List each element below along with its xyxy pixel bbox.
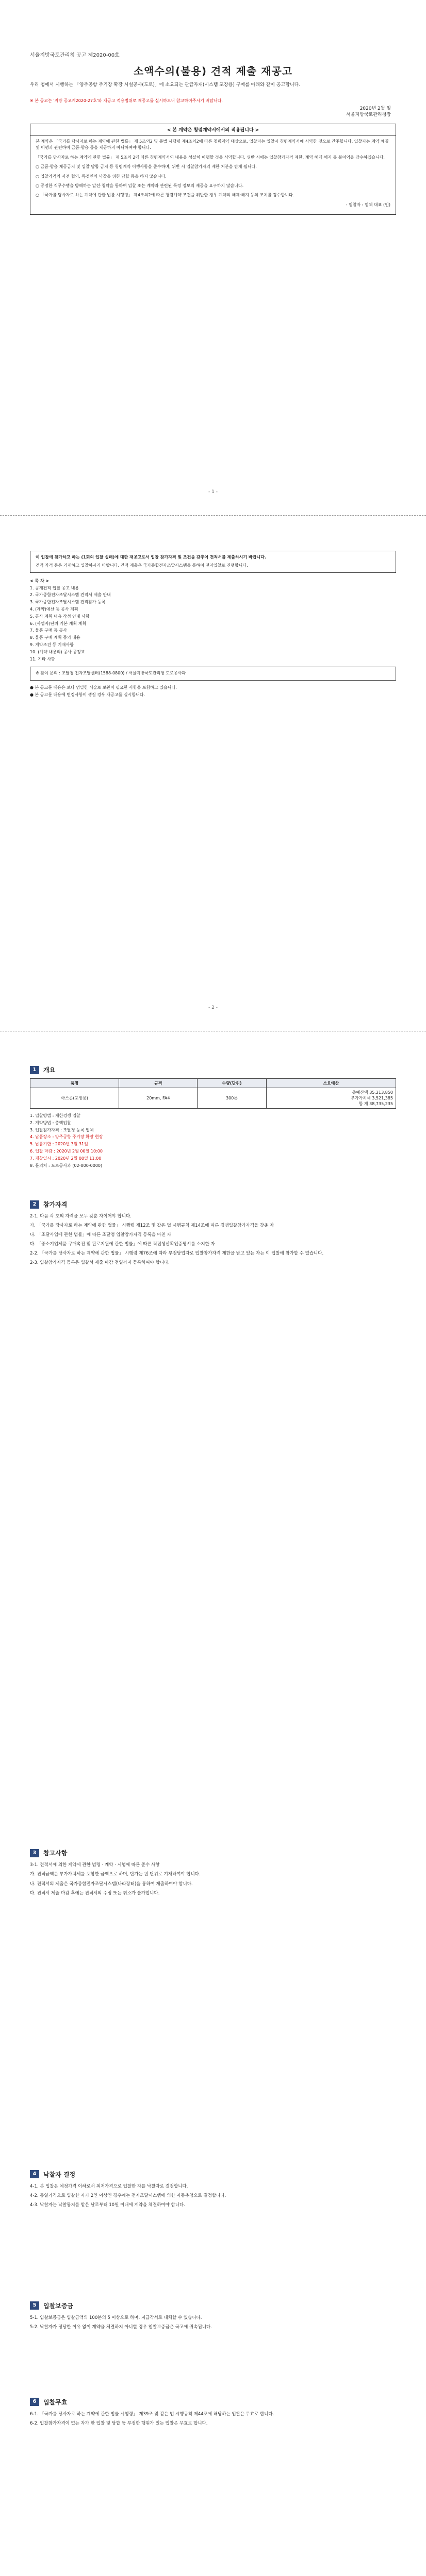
overview-item: 1. 입찰방법 : 제한경쟁 입찰 — [30, 1113, 80, 1118]
section-paragraph: 가. 「국가를 당사자로 하는 계약에 관한 법률」 시행령 제12조 및 같은 법 시행규칙 제14조에 따른 경쟁입찰참가자격을 갖춘 자 — [30, 1223, 274, 1229]
section-paragraph: 다. 「중소기업제품 구매촉진 및 판로지원에 관한 법률」에 따른 직접생산확인증명서를 소지한 자 — [30, 1242, 215, 1247]
reannouncement-lead: 이 입찰에 참가하고 하는 (1회의 입찰 실패)에 대한 재공고로서 입찰 참가자격 및 조건을 갖추어 견적서를 제출하시기 바랍니다. — [36, 555, 266, 560]
reannouncement-box — [30, 551, 396, 573]
section-heading — [30, 2301, 396, 2310]
section-title: 참고사항 — [43, 1850, 68, 1857]
spacer — [30, 2333, 396, 2384]
inquiry-text: ※ 참여 문의 : 조달청 전자조달센터(1588-0800) / 서울지방국토관리청 도로공사과 — [36, 671, 186, 676]
overview-item: 6. 입찰 마감 : 2020년 2월 00일 10:00 — [30, 1148, 103, 1154]
section-heading — [30, 2398, 396, 2406]
overview-item: 3. 입찰참가자격 : 조달청 등록 업체 — [30, 1127, 94, 1132]
section-number: 6 — [30, 2398, 39, 2406]
overview-item: 8. 문의처 : 도로공사과 (02-000-0000) — [30, 1163, 103, 1168]
section-number: 1 — [30, 1066, 39, 1074]
section-paragraph: 나. 견적서의 제출은 국가종합전자조달시스템(나라장터)을 통하여 제출하여야 합니다. — [30, 1881, 193, 1887]
table-cell: 300톤 — [198, 1088, 266, 1109]
section-paragraph: 5-2. 낙찰자가 정당한 이유 없이 계약을 체결하지 아니할 경우 입찰보증금은 국고에 귀속됩니다. — [30, 2324, 212, 2330]
page-number: - 2 - — [208, 1005, 218, 1010]
overview-item: 2. 계약방법 : 총액입찰 — [30, 1120, 71, 1125]
integrity-signature: - 입찰자 : 업체 대표 (인) — [346, 202, 390, 207]
table-header: 품명 — [30, 1079, 119, 1088]
budget-line: 총예산액 35,213,850 — [352, 1090, 393, 1095]
integrity-paragraph: 본 계약은 「국가를 당사자로 하는 계약에 관한 법률」 제 5조의2 및 동법 시행령 제4조의2에 따른 청렴계약 대상으로, 입찰자는 입찰시 청렴계약서에 서약한 것으로 간주합니다. 입찰자는 계약 체결 및 이행과 관련하여 금품·향응 등을 제공하지 아니하여야 합니다. — [36, 139, 389, 150]
budget-cell — [266, 1088, 396, 1109]
section-paragraph: 가. 견적금액은 부가가치세를 포함한 금액으로 하며, 단가는 원 단위로 기재하여야 합니다. — [30, 1872, 201, 1877]
section-body — [30, 1213, 396, 1266]
section-paragraph: 나. 「조달사업에 관한 법률」에 따른 조달청 입찰참가자격 등록을 마친 자 — [30, 1232, 171, 1238]
section-number: 5 — [30, 2301, 39, 2310]
section-body — [30, 2411, 396, 2427]
toc-item: 4. (계약)예산 등 공사 계획 — [30, 606, 78, 612]
document-number: 서울지방국토관리청 공고 제2020-00호 — [30, 53, 120, 58]
section-number: 2 — [30, 1200, 39, 1209]
issuing-organization: 서울지방국토관리청장 — [346, 112, 391, 117]
integrity-paragraph: ○ 공정한 직무수행을 방해하는 알선·청탁을 통하여 입찰 또는 계약과 관련된 특정 정보의 제공을 요구하지 않습니다. — [36, 183, 244, 188]
section-paragraph: 4-3. 낙찰자는 낙찰통지를 받은 날로부터 10일 이내에 계약을 체결하여야 합니다. — [30, 2202, 185, 2208]
section-heading — [30, 1065, 396, 1074]
section-title: 입찰보증금 — [43, 2302, 73, 2310]
announcement-date: 2020년 2월 일 — [359, 106, 391, 111]
table-header: 소요예산 — [266, 1079, 396, 1088]
table-header: 규격 — [119, 1079, 198, 1088]
spacer — [30, 1899, 396, 2157]
table-row — [30, 1088, 396, 1109]
product-table — [30, 1078, 396, 1109]
toc-item: 8. 물품 구매 계획 등의 내용 — [30, 635, 80, 640]
toc-item: 2. 국가종합전자조달시스템 견적서 제출 안내 — [30, 592, 111, 598]
section-paragraph: 2-1. 다음 각 호의 자격을 모두 갖춘 자이어야 합니다. — [30, 1214, 132, 1219]
page-body-sections — [0, 1031, 426, 2576]
integrity-contract-box — [30, 124, 396, 215]
section-paragraph: 2-3. 입찰참가자격 등록은 입찰서 제출 마감 전일까지 등록하여야 합니다. — [30, 1260, 170, 1266]
overview-item: 4. 납품장소 : 양주공항 주기장 확장 현장 — [30, 1134, 103, 1140]
integrity-paragraph: ○ 금품·향응 제공금지 및 입찰 담합 금지 등 청렴계약 이행사항을 준수하며, 위반 시 입찰참가자격 제한 처분을 받게 됩니다. — [36, 164, 257, 170]
section-paragraph: 2-2. 「국가를 당사자로 하는 계약에 관한 법률」 시행령 제76조에 따라 부정당업자로 입찰참가자격 제한을 받고 있는 자는 이 입찰에 참가할 수 없습니다. — [30, 1251, 324, 1257]
section-paragraph: 6-1. 「국가를 당사자로 하는 계약에 관한 법률 시행령」 제39조 및 같은 법 시행규칙 제44조에 해당하는 입찰은 무효로 합니다. — [30, 2411, 274, 2417]
section-heading — [30, 1200, 396, 1209]
toc-title: < 목 차 > — [30, 578, 50, 583]
toc-item: 3. 국가종합전자조달시스템 견적참가 등록 — [30, 600, 106, 605]
reannouncement-detail: 견적 가격 등은 기재하고 입찰하시기 바랍니다. 견적 제출은 국가종합전자조달시스템을 통하여 전자입찰로 진행합니다. — [36, 563, 248, 568]
intro-paragraph: 우리 청에서 시행하는 「양주공항 주기장 확장 시설공사(도로)」에 소요되는 관급자재(시스템 포장용) 구매를 아래와 같이 공고합니다. — [30, 82, 301, 88]
toc-item: 1. 공개견적 입찰 공고 내용 — [30, 585, 79, 590]
table-header: 수량(단위) — [198, 1079, 266, 1088]
section-paragraph: 4-2. 동일가격으로 입찰한 자가 2인 이상인 경우에는 전자조달시스템에 의한 자동추첨으로 결정합니다. — [30, 2193, 226, 2198]
table-cell: 아스콘(포장용) — [30, 1088, 119, 1109]
section-number: 3 — [30, 1849, 39, 1857]
section-heading — [30, 2170, 396, 2179]
section-title: 낙찰자 결정 — [43, 2171, 76, 2178]
toc-item: 6. (사업자)단위 기본 계획 계획 — [30, 621, 87, 626]
integrity-box-title: < 본 계약은 청렴계약서에서의 적용됩니다 > — [30, 124, 396, 135]
toc-item: 9. 계약조건 등 기재사항 — [30, 642, 74, 647]
section-title: 입찰무효 — [43, 2398, 68, 2406]
table-of-contents — [30, 578, 396, 663]
notes-list — [30, 685, 396, 699]
toc-item: 10. (계약 내용의) 공사 공정표 — [30, 649, 85, 654]
page-two — [0, 516, 426, 1031]
section-title: 참가자격 — [43, 1201, 68, 1209]
overview-item: 5. 납품기한 : 2020년 3월 31일 — [30, 1142, 88, 1147]
spacer — [30, 1268, 396, 1835]
note-item: ● 본 공고문 내용은 보다 엄밀한 서술로 보완이 필요한 사항을 포함하고 있습니다. — [30, 685, 177, 690]
overview-list — [30, 1113, 396, 1169]
overview-item: 7. 개찰일시 : 2020년 2월 00일 11:00 — [30, 1156, 102, 1161]
table-cell: 20mm, FA4 — [119, 1088, 198, 1109]
section-paragraph: 6-2. 입찰참가자격이 없는 자가 한 입찰 및 담합 등 부정한 행위가 있는 입찰은 무효로 합니다. — [30, 2420, 208, 2426]
toc-item: 7. 물품 구매 등 공사 — [30, 628, 67, 633]
spacer — [30, 2429, 396, 2563]
section-paragraph: 3-1. 견적서에 의한 계약에 관한 법령 · 계약 · 시행에 따른 준수 사항 — [30, 1862, 160, 1868]
section-paragraph: 다. 견적서 제출 마감 후에는 견적서의 수정 또는 취소가 불가합니다. — [30, 1890, 160, 1896]
section-body — [30, 2314, 396, 2331]
section-body — [30, 1861, 396, 1896]
inquiry-box — [30, 667, 396, 680]
section-heading — [30, 1849, 396, 1857]
notice-line: ※ 본 공고는 '지방 공고계2020-27호'와 재공고 적용범위로 재공고를 실시하오니 참고하여주시기 바랍니다. — [30, 98, 223, 103]
section-title: 개요 — [43, 1066, 56, 1074]
toc-item: 11. 기타 사항 — [30, 656, 55, 662]
note-item: ● 본 공고문 내용에 변경사항이 생길 경우 재공고를 실시합니다. — [30, 692, 145, 697]
integrity-paragraph: ○ 「국가를 당사자로 하는 계약에 관한 법률 시행령」 제4조의2에 따른 청렴계약 조건을 위반한 경우 계약의 해제·해지 등의 조치를 감수합니다. — [36, 193, 294, 198]
integrity-paragraph: 「국가를 당사자로 하는 계약에 관한 법률」 제 5조의 2에 따른 청렴계약서의 내용을 성실히 이행할 것을 서약합니다. 위반 시에는 입찰참가자격 제한, 계약 해제·해지 등 불이익을 감수하겠습니다. — [36, 155, 385, 160]
budget-line: 합 계 38,735,235 — [358, 1101, 393, 1106]
page-one — [0, 0, 426, 515]
page-title: 소액수의(불용) 견적 제출 재공고 — [133, 65, 293, 77]
section-number: 4 — [30, 2170, 39, 2178]
budget-line: 부가가치세 3,521,385 — [351, 1096, 393, 1100]
integrity-paragraph: ○ 입찰가격의 사전 협의, 특정인의 낙찰을 위한 담합 등을 하지 않습니다. — [36, 174, 167, 179]
toc-item: 5. 공사 계획 내용 작성 안내 사항 — [30, 614, 90, 619]
section-body — [30, 2183, 396, 2209]
section-paragraph: 5-1. 입찰보증금은 입찰금액의 100분의 5 이상으로 하며, 지급각서로 대체할 수 있습니다. — [30, 2315, 202, 2320]
page-number: - 1 - — [208, 489, 218, 495]
section-paragraph: 4-1. 본 입찰은 예정가격 이하로서 최저가격으로 입찰한 자를 낙찰자로 결정합니다. — [30, 2183, 188, 2189]
spacer — [30, 2211, 396, 2288]
